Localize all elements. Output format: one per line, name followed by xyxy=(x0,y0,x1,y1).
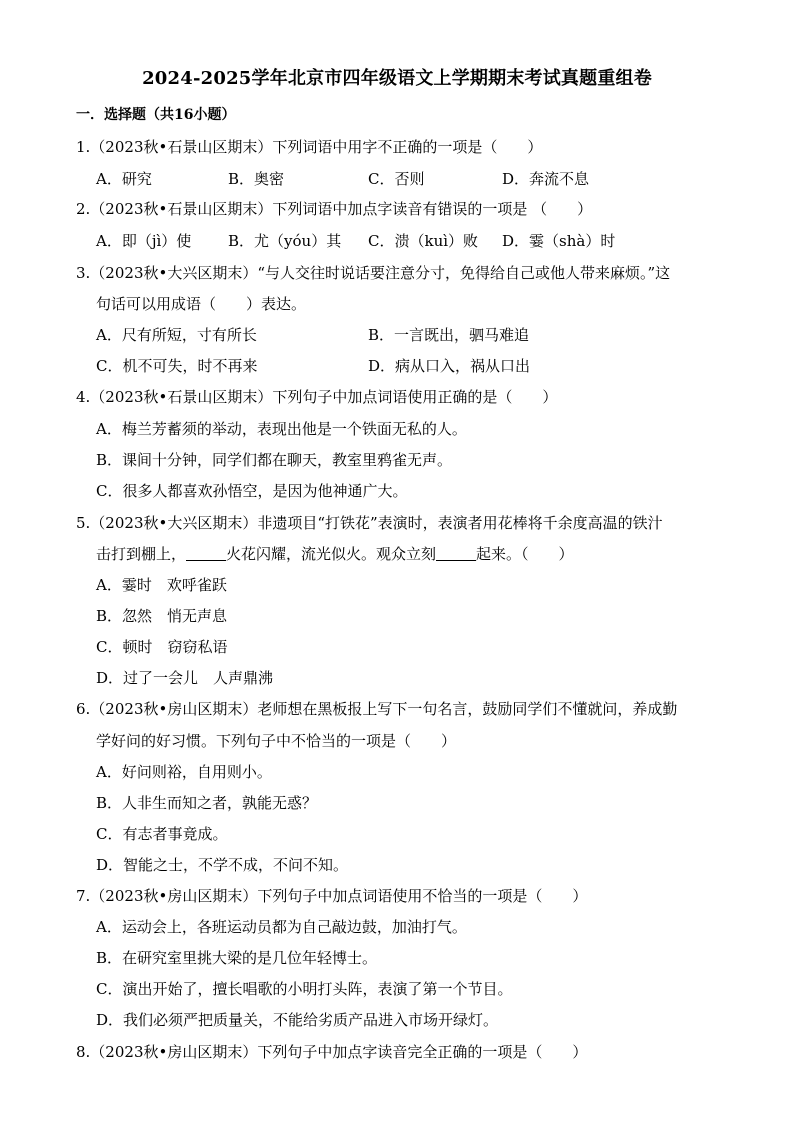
question-5-text-2: 火花闪耀，流光似火。观众立刻 xyxy=(226,545,437,563)
question-6-option-c: C．有志者事竟成。 xyxy=(96,825,228,843)
question-7-option-d: D．我们必须严把质量关，不能给劣质产品进入市场开绿灯。 xyxy=(96,1011,499,1029)
question-1-stem: 1.（2023秋•石景山区期末）下列词语中用字不正确的一项是（ ） xyxy=(76,138,543,156)
question-2-stem: 2.（2023秋•石景山区期末）下列词语中加点字读音有错误的一项是 （ ） xyxy=(76,200,593,218)
question-7-option-c: C．演出开始了，擅长唱歌的小明打头阵，表演了第一个节目。 xyxy=(96,980,513,998)
question-2-option-c: C．溃（kuì）败 xyxy=(368,232,479,250)
question-4-option-c: C．很多人都喜欢孙悟空，是因为他神通广大。 xyxy=(96,482,408,500)
question-1-option-d: D．奔流不息 xyxy=(502,170,590,188)
question-4-option-b: B．课间十分钟，同学们都在聊天，教室里鸦雀无声。 xyxy=(96,451,453,469)
question-3-option-a: A．尺有所短，寸有所长 xyxy=(96,326,257,344)
question-7-option-b: B．在研究室里挑大梁的是几位年轻博士。 xyxy=(96,949,378,967)
question-5-text-1: 击打到棚上， xyxy=(96,545,187,563)
question-6-stem: 6.（2023秋•房山区期末）老师想在黑板报上写下一句名言，鼓励同学们不懂就问，养成勤 xyxy=(76,700,678,718)
question-3-option-d: D．病从口入，祸从口出 xyxy=(368,357,531,375)
question-8-stem: 8.（2023秋•房山区期末）下列句子中加点字读音完全正确的一项是（ ） xyxy=(76,1043,588,1061)
question-5-option-d: D．过了一会儿 人声鼎沸 xyxy=(96,669,274,687)
question-3-stem: 3.（2023秋•大兴区期末）“与人交往时说话要注意分寸，免得给自己或他人带来麻烦。”这 xyxy=(76,264,671,282)
question-2-option-b: B．尤（yóu）其 xyxy=(228,232,342,250)
question-3-option-b: B．一言既出，驷马难追 xyxy=(368,326,530,344)
question-3-option-c: C．机不可失，时不再来 xyxy=(96,357,258,375)
question-3-stem-continued: 句话可以用成语（ ）表达。 xyxy=(96,295,307,313)
question-5-option-b: B．忽然 悄无声息 xyxy=(96,607,228,625)
question-5-stem-continued xyxy=(96,543,574,564)
question-1-option-c: C．否则 xyxy=(368,170,425,188)
question-2-option-a: A．即（jì）使 xyxy=(96,232,192,250)
question-1-option-a: A．研究 xyxy=(96,170,152,188)
question-5-stem: 5.（2023秋•大兴区期末）非遗项目“打铁花”表演时，表演者用花棒将千余度高温的铁汁 xyxy=(76,514,663,532)
question-5-option-c: C．顿时 窃窃私语 xyxy=(96,638,228,656)
question-7-stem: 7.（2023秋•房山区期末）下列句子中加点词语使用不恰当的一项是（ ） xyxy=(76,887,588,905)
question-4-stem: 4.（2023秋•石景山区期末）下列句子中加点词语使用正确的是（ ） xyxy=(76,388,558,406)
answer-blank-1 xyxy=(186,546,226,561)
question-4-option-a: A．梅兰芳蓄须的举动，表现出他是一个铁面无私的人。 xyxy=(96,420,467,438)
question-5-text-3: 起来。（ ） xyxy=(476,545,574,563)
section-heading: 一．选择题（共16小题） xyxy=(76,107,236,123)
question-5-option-a: A．霎时 欢呼雀跃 xyxy=(96,576,227,594)
question-6-stem-continued: 学好问的好习惯。下列句子中不恰当的一项是（ ） xyxy=(96,732,457,750)
question-6-option-d: D．智能之士，不学不成，不问不知。 xyxy=(96,856,349,874)
answer-blank-2 xyxy=(436,546,476,561)
question-7-option-a: A．运动会上，各班运动员都为自己敲边鼓，加油打气。 xyxy=(96,918,467,936)
question-6-option-a: A．好问则裕，自用则小。 xyxy=(96,763,272,781)
page-title: 2024-2025学年北京市四年级语文上学期期末考试真题重组卷 xyxy=(142,68,652,89)
question-6-option-b: B．人非生而知之者，孰能无惑？ xyxy=(96,794,318,812)
question-1-option-b: B．奥密 xyxy=(228,170,285,188)
question-2-option-d: D．霎（shà）时 xyxy=(502,232,616,250)
